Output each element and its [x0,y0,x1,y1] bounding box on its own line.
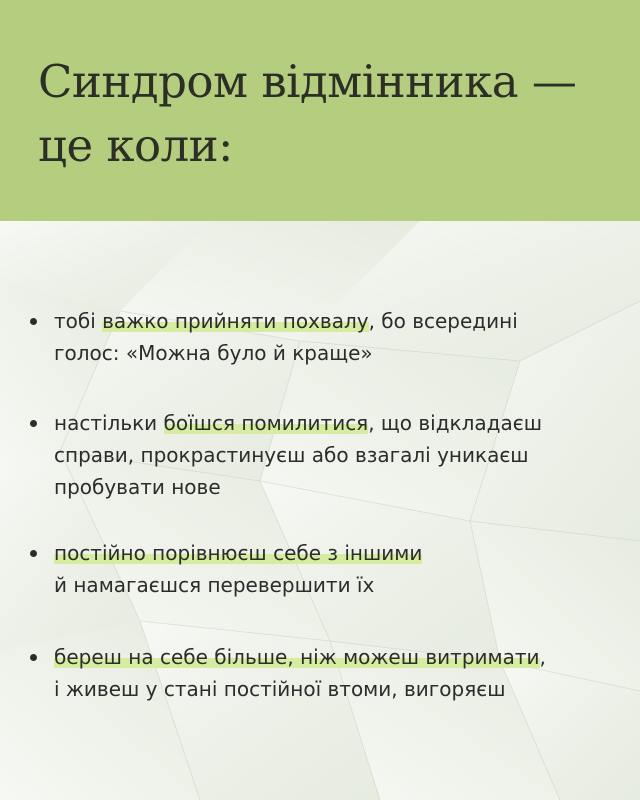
highlighted-text: важко прийняти похвалу [102,309,369,333]
item-text: , [539,645,546,669]
title-line-2: це коли: [38,119,233,172]
title-banner [0,0,640,221]
item-text: настільки [54,411,164,435]
item-text: , бо всередині [368,309,518,333]
item-line [54,537,614,569]
bullet-icon [30,550,37,557]
highlighted-text: боїшся помилитися [163,411,369,435]
page-title [38,50,576,178]
item-line: справи, прокрастинуєш або взагалі уникаєш [54,443,529,467]
item-line: й намагаєшся перевершити їх [54,573,375,597]
list-item [54,537,614,601]
list-item [54,641,614,705]
item-line: пробувати нове [54,475,221,499]
highlighted-text: постійно порівнюєш себе з іншими [54,541,423,565]
item-text: , що відкладаєш [368,411,543,435]
bullet-icon [30,654,37,661]
bullet-icon [30,318,37,325]
item-line [54,641,614,673]
list-item [54,407,614,503]
bullet-icon [30,420,37,427]
list-item [54,305,614,369]
title-line-1: Синдром відмінника — [38,55,577,108]
item-line: голос: «Можна було й краще» [54,341,373,365]
item-text: тобі [54,309,103,333]
item-line [54,305,614,337]
highlighted-text: береш на себе більше, ніж можеш витримати [54,645,540,669]
item-line: і живеш у стані постійної втоми, вигоряєш [54,677,506,701]
item-line [54,407,614,439]
